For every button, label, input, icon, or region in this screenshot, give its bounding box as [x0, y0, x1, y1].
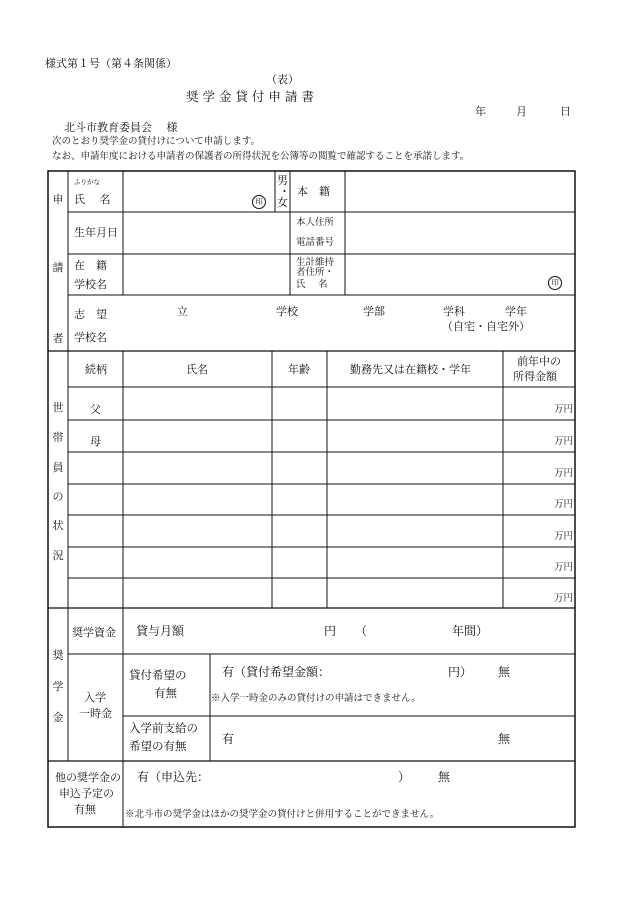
loan-years-field[interactable]: [375, 620, 445, 644]
form-number: 様式第１号（第４条関係）: [45, 57, 177, 70]
section-char-scholarship-1: 奨: [52, 649, 64, 662]
monthly-amount-label: 貸与月額: [136, 624, 185, 638]
guardian-label-2: 者住所・: [296, 267, 335, 278]
advance-none[interactable]: 無: [498, 732, 511, 746]
name-label: 氏 名: [74, 193, 111, 206]
header-income-2: 所得金額: [513, 370, 557, 383]
income-unit-4: 万円: [554, 499, 574, 510]
income-unit-2: 万円: [554, 436, 574, 447]
desired-school: 学校: [276, 305, 298, 318]
guardian-label-1: 生計維持: [296, 257, 335, 268]
section-char-applicant-3: 者: [52, 332, 64, 345]
desired-school-label-2: 学校名: [74, 331, 107, 344]
years-close: 年間）: [452, 624, 489, 638]
name-field[interactable]: [125, 192, 250, 208]
birthdate-field[interactable]: [125, 216, 287, 250]
desired-department: 学科: [443, 305, 465, 318]
address-label: 本人住所: [296, 217, 335, 228]
entrance-label-1: 入学: [84, 691, 106, 704]
other-label-3: 有無: [74, 803, 96, 816]
date-year: 年: [475, 105, 486, 118]
section-char-household-1: 世: [52, 401, 64, 414]
relation-father: 父: [90, 403, 101, 416]
page-title: 奨 学 金 貸 付 申 請 書: [186, 89, 314, 104]
guardian-label-3: 氏 名: [296, 279, 328, 290]
other-label-1: 他の奨学金の: [55, 771, 121, 784]
section-char-household-5: 状: [52, 519, 64, 532]
furigana-field[interactable]: [125, 178, 273, 190]
section-char-scholarship-3: 金: [52, 711, 64, 724]
intro-line-1: 次のとおり奨学金の貸付けについて申請します。: [52, 136, 261, 147]
loan-wish-amount-field[interactable]: [340, 662, 440, 682]
school-field[interactable]: [125, 258, 287, 292]
loan-wish-none[interactable]: 無: [498, 665, 511, 679]
other-close: ）: [398, 770, 411, 784]
domicile-field[interactable]: [348, 175, 572, 209]
desired-type: 立: [177, 305, 188, 318]
furigana-label: ふりがな: [74, 178, 100, 186]
sex-separator: ・: [279, 185, 290, 198]
header-income-1: 前年中の: [517, 355, 561, 368]
addressee: 北斗市教育委員会 様: [64, 121, 178, 134]
form-side-label: （表）: [266, 73, 299, 86]
income-unit-6: 万円: [554, 562, 574, 573]
loan-wish-note: ※入学一時金のみの貸付けの申請はできません。: [211, 693, 421, 704]
desired-school-label-1: 志 望: [74, 308, 107, 321]
header-name: 氏名: [186, 363, 208, 376]
loan-wish-label-2: 有無: [154, 686, 177, 700]
income-unit-5: 万円: [554, 531, 574, 542]
section-char-scholarship-2: 学: [52, 680, 64, 693]
birthdate-label: 生年月日: [74, 226, 118, 239]
loan-wish-label-1: 貸付希望の: [129, 668, 187, 682]
seal-mark-guardian: 印: [548, 276, 562, 290]
loan-wish-yes[interactable]: 有（貸付希望金額：: [222, 665, 331, 679]
section-char-household-2: 帯: [52, 431, 64, 444]
header-relation: 続柄: [85, 363, 107, 376]
loan-wish-yen-close: 円）: [448, 665, 473, 679]
guardian-field[interactable]: [348, 258, 543, 292]
income-unit-7: 万円: [554, 593, 574, 604]
section-char-applicant-2: 請: [52, 261, 64, 274]
other-note: ※北斗市の奨学金はほかの奨学金の貸付けと併用することができません。: [125, 809, 440, 820]
school-label-1: 在 籍: [74, 259, 107, 272]
address-field[interactable]: [348, 215, 572, 233]
advance-label-2: 希望の有無: [129, 739, 187, 753]
income-unit-1: 万円: [554, 404, 574, 415]
sex-male[interactable]: 男: [277, 174, 288, 187]
other-yes[interactable]: 有（申込先：: [137, 770, 210, 784]
monthly-amount-field[interactable]: [200, 620, 320, 644]
entrance-label-2: 一時金: [79, 707, 112, 720]
other-applicant-field[interactable]: [215, 766, 395, 786]
header-age: 年齢: [288, 363, 310, 376]
years-open: （: [355, 624, 368, 638]
sex-female[interactable]: 女: [277, 196, 288, 209]
monthly-yen: 円: [324, 624, 337, 638]
intro-line-2: なお、申請年度における申請者の保護者の所得状況を公簿等の閲覧で確認することを承諾します。: [52, 151, 470, 162]
desired-grade: 学年: [505, 305, 527, 318]
phone-label: 電話番号: [296, 237, 335, 248]
other-none[interactable]: 無: [438, 770, 451, 784]
section-char-applicant-1: 申: [52, 193, 64, 206]
section-char-household-4: の: [52, 490, 64, 503]
advance-yes[interactable]: 有: [222, 732, 235, 746]
advance-label-1: 入学前支給の: [129, 721, 198, 735]
date-month: 月: [516, 105, 527, 118]
date-day: 日: [560, 105, 571, 118]
section-char-household-6: 況: [52, 549, 64, 562]
other-label-2: 申込予定の: [59, 787, 114, 800]
desired-faculty: 学部: [363, 305, 385, 318]
seal-mark-name: 印: [252, 195, 266, 209]
relation-mother: 母: [90, 435, 101, 448]
section-char-household-3: 員: [52, 461, 64, 474]
domicile-label: 本 籍: [297, 185, 330, 198]
fund-label: 奨学資金: [72, 626, 116, 639]
phone-field[interactable]: [348, 235, 572, 252]
residence-choice[interactable]: （自宅・自宅外）: [442, 320, 530, 333]
header-workplace: 勤務先又は在籍校・学年: [350, 363, 471, 376]
income-unit-3: 万円: [554, 468, 574, 479]
school-label-2: 学校名: [74, 278, 107, 291]
